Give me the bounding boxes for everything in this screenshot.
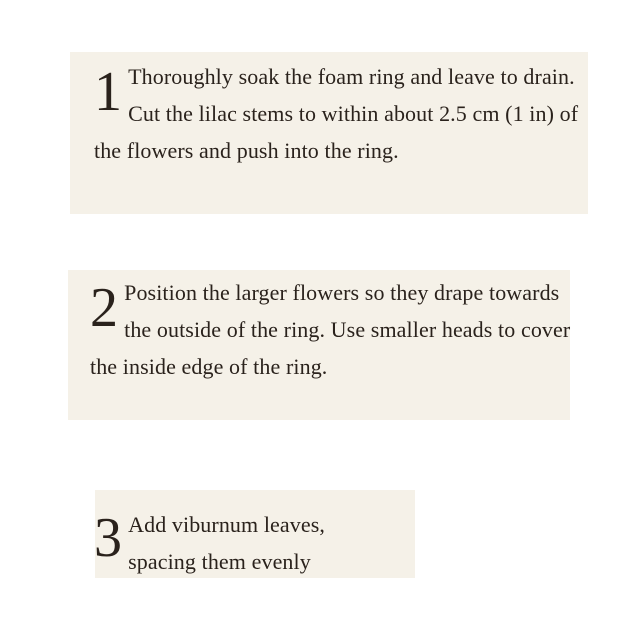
step-2-instruction bbox=[90, 274, 580, 385]
step-3-instruction bbox=[94, 506, 394, 580]
step-2-number: 2 bbox=[90, 277, 119, 339]
step-2-text: Position the larger flowers so they drape towards the outside of the ring. Use smaller heads to cover the inside edge of the ring. bbox=[90, 280, 571, 379]
step-3-text: Add viburnum leaves, spacing them evenly bbox=[128, 512, 326, 574]
step-1-number: 1 bbox=[94, 61, 123, 123]
step-3-number: 3 bbox=[94, 507, 123, 569]
step-1-instruction bbox=[94, 58, 594, 169]
step-1-text: Thoroughly soak the foam ring and leave to drain. Cut the lilac stems to within about 2.5 cm (1 in) of the flowers and push into the ring. bbox=[94, 64, 579, 163]
